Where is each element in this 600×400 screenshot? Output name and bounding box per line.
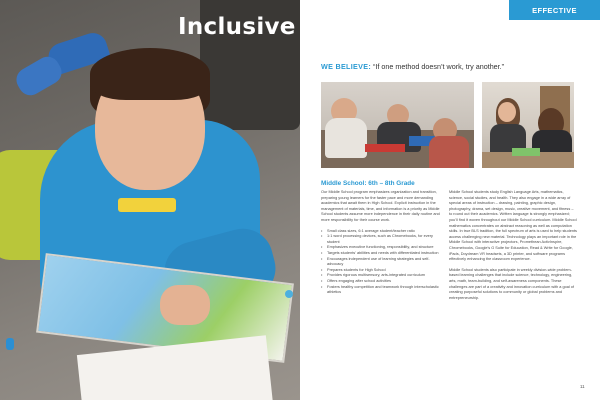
list-item: • 1:1 word processing devices, such as Chromebooks, for every student (321, 234, 441, 245)
right-text-column (449, 190, 577, 301)
list-item: • Small class sizes, 6:1 average student/teacher ratio (321, 229, 441, 235)
feature-list (321, 229, 441, 296)
list-item: • Fosters healthy competition and teamwork through interscholastic athletics (321, 285, 441, 296)
photo-shirt-print (118, 198, 176, 212)
curriculum-paragraph: Middle School students study English Language Arts, mathematics, science, social studies, and health. They also engage in a wide array of special areas of instruction – drawing, painting, graphic design, photography, drama, set design, music, creative movement, and fitness – to round out their academics. Written language is strongly emphasized; you’ll find it woven throughout our Middle School curriculum. Middle School mathematics concentrates on abstract reasoning as well as computation skills. In true BLS tradition, the full spectrum of arts is used to help students access challenging new material. Technology plays an important role in the Middle School with interactive projectors, Promethean ActivInspire, Chromebooks, Google’s G Suite for Education, Read & Write for Google, iPads, Doydream VR headsets, a 3D printer, and software programs effectively enhancing the classroom experience. (449, 190, 577, 262)
intro-paragraph: Our Middle School program emphasizes organization and transition, preparing young learners for the faster pace and more demanding academics that await them in High School. Explicit instruction in the management of materials, time, and information is a priority as Middle School students assume more independence in their daily routine and more responsibility for their course work. (321, 190, 440, 222)
list-item: • Prepares students for High School (321, 268, 441, 274)
page-number: 11 (580, 384, 585, 389)
list-item: • Offers engaging after school activities (321, 279, 441, 285)
photo-chalk (285, 290, 293, 298)
photo-boy-hair-top (90, 48, 210, 100)
belief-quote: “If one method doesn’t work, try another.” (373, 62, 505, 71)
left-text-column (321, 190, 441, 296)
list-item: • Provides rigorous multisensory, arts-integrated curriculum (321, 273, 441, 279)
belief-statement (321, 62, 591, 71)
list-item: • Encourages independent use of learning strategies and self-advocacy (321, 257, 441, 268)
list-item: • Targets students’ abilities and needs with differentiated instruction (321, 251, 441, 257)
belief-label: WE BELIEVE: (321, 62, 372, 71)
photo-chalk (6, 338, 14, 350)
section-heading: Middle School: 6th – 8th Grade (321, 180, 415, 187)
page-title: Inclusive (178, 14, 296, 40)
list-item: • Emphasizes executive functioning, responsibility, and structure (321, 245, 441, 251)
photo-boy-hand (160, 285, 210, 325)
challenges-paragraph: Middle School students also participate in weekly division-wide problem-based learning challenges that include science, technology, engineering, arts, math, team-building, and self-awareness components. These challenges are part of a creativity and innovation curriculum with a goal of creating purposeful solutions to community or global problems and entrepreneurship. (449, 267, 574, 300)
photo-classroom-group (321, 82, 474, 168)
photo-girl-reading (482, 82, 574, 168)
section-tag: EFFECTIVE (509, 0, 600, 20)
